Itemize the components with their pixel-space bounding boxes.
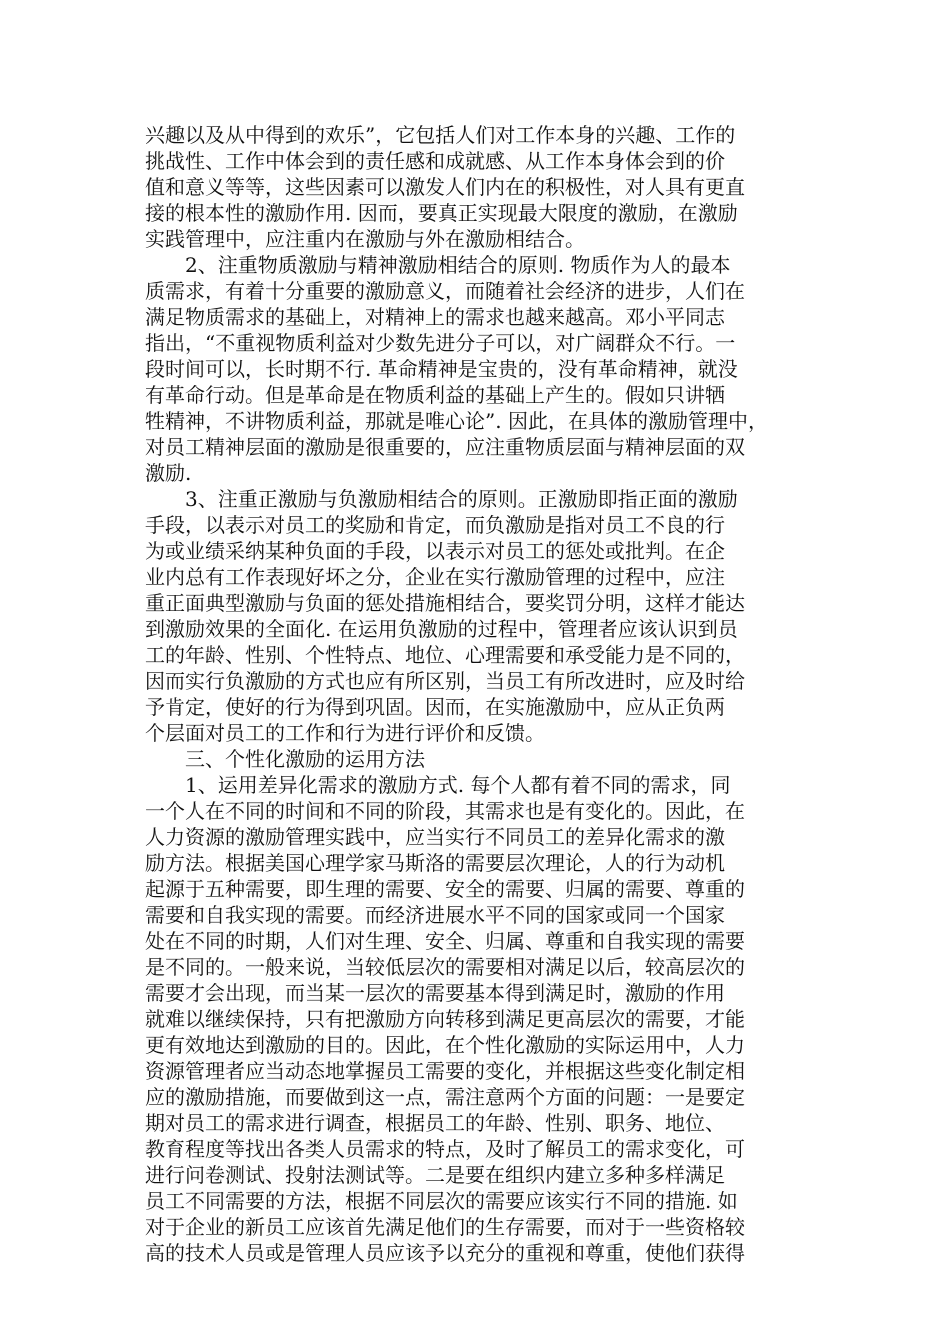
section-heading: 三、个性化激励的运用方法 bbox=[145, 747, 425, 771]
text-line: 个层面对员工的工作和行为进行评价和反馈。 bbox=[145, 721, 545, 745]
text-line: 有革命行动。但是革命是在物质利益的基础上产生的。假如只讲牺 bbox=[145, 383, 725, 407]
text-line: 处在不同的时期，人们对生理、安全、归属、尊重和自我实现的需要 bbox=[145, 929, 745, 953]
text-line: 人力资源的激励管理实践中，应当实行不同员工的差异化需求的激 bbox=[145, 825, 725, 849]
text-line: 需要才会出现，而当某一层次的需要基本得到满足时，激励的作用 bbox=[145, 981, 725, 1005]
text-line: 励方法。根据美国心理学家马斯洛的需要层次理论，人的行为动机 bbox=[145, 851, 725, 875]
text-line: 挑战性、工作中体会到的责任感和成就感、从工作本身体会到的价 bbox=[145, 149, 725, 173]
text-line: 需要和自我实现的需要。而经济进展水平不同的国家或同一个国家 bbox=[145, 903, 725, 927]
text-line: 期对员工的需求进行调查，根据员工的年龄、性别、职务、地位、 bbox=[145, 1111, 725, 1135]
text-line: 工的年龄、性别、个性特点、地位、心理需要和承受能力是不同的， bbox=[145, 643, 745, 667]
text-line: 一个人在不同的时间和不同的阶段，其需求也是有变化的。因此，在 bbox=[145, 799, 745, 823]
text-line: 应的激励措施，而要做到这一点，需注意两个方面的问题：一是要定 bbox=[145, 1085, 745, 1109]
text-line: 3、注重正激励与负激励相结合的原则。正激励即指正面的激励 bbox=[145, 487, 738, 511]
text-line: 质需求，有着十分重要的激励意义，而随着社会经济的进步，人们在 bbox=[145, 279, 745, 303]
text-line: 指出，“不重视物质利益对少数先进分子可以，对广阔群众不行。一 bbox=[145, 331, 736, 355]
text-line: 进行问卷测试、投射法测试等。二是要在组织内建立多种多样满足 bbox=[145, 1163, 725, 1187]
text-line: 实践管理中，应注重内在激励与外在激励相结合。 bbox=[145, 227, 585, 251]
text-line: 更有效地达到激励的目的。因此，在个性化激励的实际运用中，人力 bbox=[145, 1033, 745, 1057]
text-line: 因而实行负激励的方式也应有所区别，当员工有所改进时，应及时给 bbox=[145, 669, 745, 693]
text-line: 是不同的。一般来说，当较低层次的需要相对满足以后，较高层次的 bbox=[145, 955, 745, 979]
text-line: 对员工精神层面的激励是很重要的，应注重物质层面与精神层面的双 bbox=[145, 435, 745, 459]
text-line: 对于企业的新员工应该首先满足他们的生存需要，而对于一些资格较 bbox=[145, 1215, 745, 1239]
text-line: 满足物质需求的基础上，对精神上的需求也越来越高。邓小平同志 bbox=[145, 305, 725, 329]
text-line: 重正面典型激励与负面的惩处措施相结合，要奖罚分明，这样才能达 bbox=[145, 591, 745, 615]
text-line: 2、注重物质激励与精神激励相结合的原则. 物质作为人的最本 bbox=[145, 253, 731, 277]
text-line: 业内总有工作表现好坏之分，企业在实行激励管理的过程中，应注 bbox=[145, 565, 725, 589]
text-line: 为或业绩采纳某种负面的手段，以表示对员工的惩处或批判。在企 bbox=[145, 539, 725, 563]
text-line: 接的根本性的激励作用. 因而，要真正实现最大限度的激励，在激励 bbox=[145, 201, 738, 225]
text-line: 就难以继续保持，只有把激励方向转移到满足更高层次的需要，才能 bbox=[145, 1007, 745, 1031]
text-line: 教育程度等找出各类人员需求的特点，及时了解员工的需求变化，可 bbox=[145, 1137, 745, 1161]
text-line: 高的技术人员或是管理人员应该予以充分的重视和尊重，使他们获得 bbox=[145, 1241, 745, 1265]
text-line: 值和意义等等，这些因素可以激发人们内在的积极性，对人具有更直 bbox=[145, 175, 745, 199]
text-line: 段时间可以，长时期不行. 革命精神是宝贵的，没有革命精神，就没 bbox=[145, 357, 738, 381]
text-line: 激励. bbox=[145, 461, 192, 485]
text-line: 到激励效果的全面化. 在运用负激励的过程中，管理者应该认识到员 bbox=[145, 617, 738, 641]
text-line: 兴趣以及从中得到的欢乐”，它包括人们对工作本身的兴趣、工作的 bbox=[145, 123, 736, 147]
text-line: 手段，以表示对员工的奖励和肯定，而负激励是指对员工不良的行 bbox=[145, 513, 725, 537]
text-line: 牲精神，不讲物质利益，那就是唯心论”. 因此，在具体的激励管理中， bbox=[145, 409, 768, 433]
text-line: 员工不同需要的方法，根据不同层次的需要应该实行不同的措施. 如 bbox=[145, 1189, 738, 1213]
text-line: 予肯定，使好的行为得到巩固。因而，在实施激励中，应从正负两 bbox=[145, 695, 725, 719]
document-body bbox=[145, 122, 807, 1266]
text-line: 1、运用差异化需求的激励方式. 每个人都有着不同的需求，同 bbox=[145, 773, 731, 797]
text-line: 资源管理者应当动态地掌握员工需要的变化，并根据这些变化制定相 bbox=[145, 1059, 745, 1083]
text-line: 起源于五种需要，即生理的需要、安全的需要、归属的需要、尊重的 bbox=[145, 877, 745, 901]
